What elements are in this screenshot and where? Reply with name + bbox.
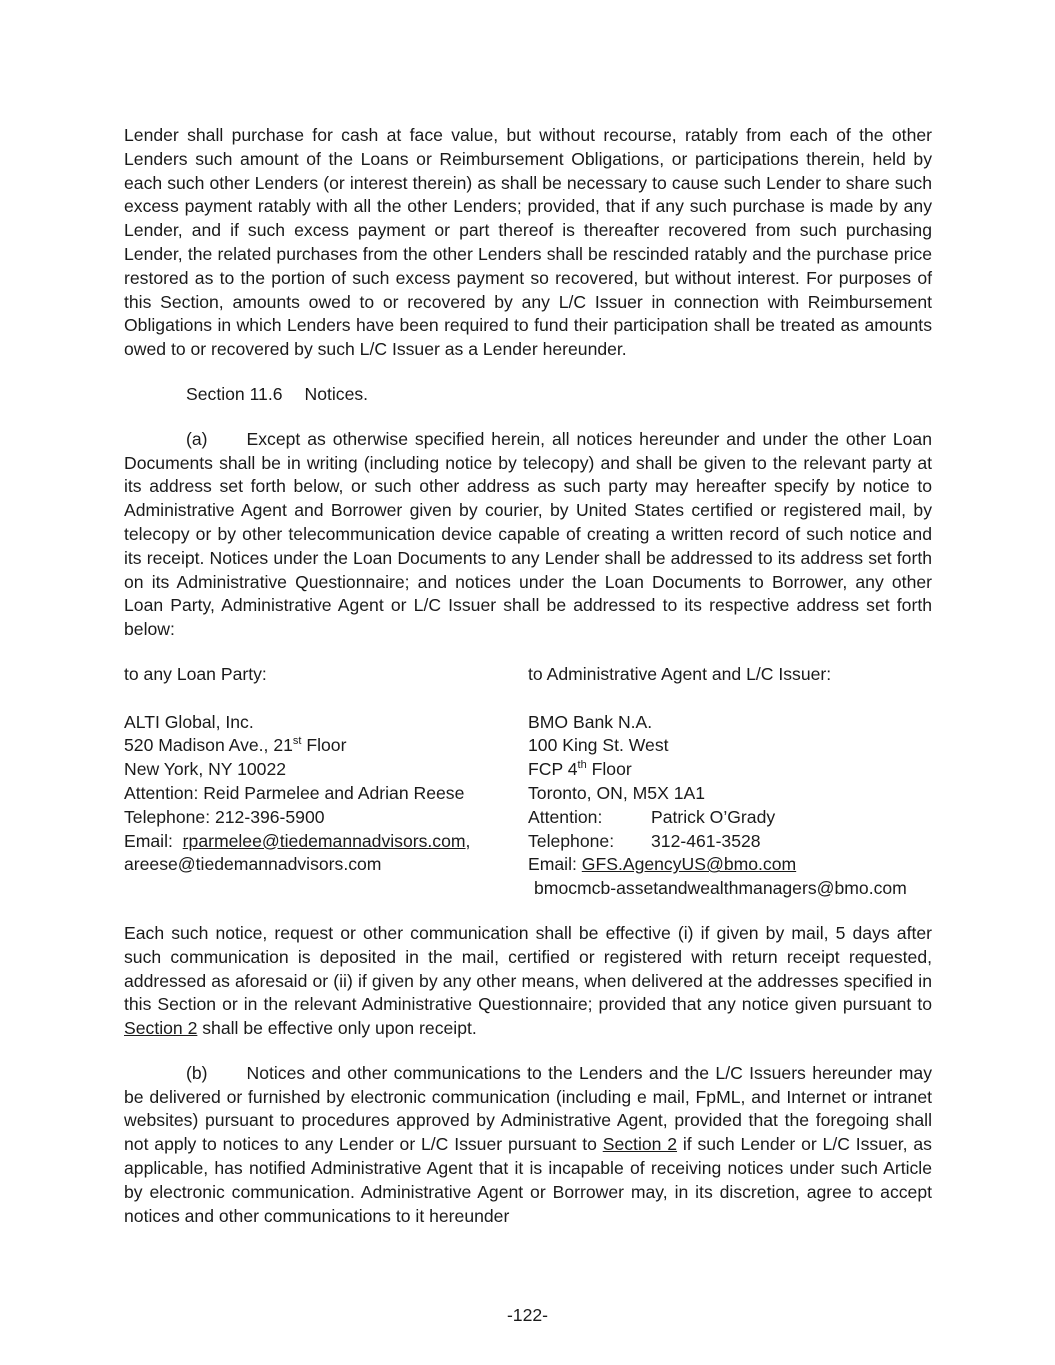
admin-agent-attention-value: Patrick O’Grady (651, 806, 776, 827)
address-block (124, 663, 932, 901)
loan-party-street-text: 520 Madison Ave., 21 (124, 735, 293, 756)
paragraph-b-text: Notices and other communications to the Lenders and the L/C Issuers hereunder may be delivered or furnished by electronic communication (including e mail, FpML, and Internet or intranet websites) pursuant to procedures approved by Administrative Agent, provided that the foregoing shall not apply to notices to any Lender or L/C Issuer pursuant to (124, 1062, 932, 1155)
paragraph-a-text: Except as otherwise specified herein, all notices hereunder and under the other Loan Documents shall be in writing (including notice by telecopy) and shall be given to the relevant party at its address set forth below, or such other address as such party may hereafter specify by notice to Administrative Agent and Borrower given by courier, by United States certified or registered mail, by telecopy or by other telecommunication device capable of creating a written record of such notice and its receipt. Notices under the Loan Documents to any Lender shall be addressed to its address set forth on its Administrative Questionnaire; and notices under the Loan Documents to Borrower, any other Loan Party, Administrative Agent or L/C Issuer shall be addressed to its respective address set forth below: (124, 428, 932, 640)
paragraph-effective-text: Each such notice, request or other communication shall be effective (i) if given by mail, 5 days after such communication is deposited in the mail, certified or registered with return receipt requested, addressed as aforesaid or (ii) if given by any other means, when delivered at the addresses specified in this Section or in the relevant Administrative Questionnaire; provided that any notice given pursuant to (124, 922, 932, 1015)
admin-agent-email-2: bmocmcb-assetandwealthmanagers@bmo.com (534, 878, 907, 899)
admin-agent-floor-text: FCP 4 (528, 759, 578, 780)
paragraph-b-label: (b) (186, 1062, 208, 1083)
paragraph-b (124, 1062, 932, 1229)
paragraph-a-label: (a) (186, 428, 208, 449)
loan-party-street-floor: Floor (301, 735, 347, 756)
loan-party-email-line (124, 830, 528, 854)
paragraph-effective-tail: shall be effective only upon receipt. (197, 1018, 477, 1039)
admin-agent-telephone-value: 312-461-3528 (651, 830, 761, 851)
loan-party-name: ALTI Global, Inc. (124, 711, 254, 732)
admin-agent-email-label: Email: (528, 854, 582, 875)
admin-agent-floor (528, 758, 932, 782)
loan-party-email-2: areese@tiedemannadvisors.com (124, 854, 382, 875)
loan-party-telephone: Telephone: 212-396-5900 (124, 806, 325, 827)
loan-party-street-sup: st (292, 735, 302, 748)
loan-party-attention: Attention: Reid Parmelee and Adrian Reese (124, 782, 465, 803)
admin-agent-telephone-label: Telephone: (528, 830, 615, 851)
loan-party-street (124, 734, 528, 758)
section-2-reference: Section 2 (124, 1018, 198, 1039)
admin-agent-floor-label: Floor (586, 759, 632, 780)
loan-party-address (124, 663, 528, 901)
admin-agent-email-line (528, 853, 932, 877)
loan-party-email-comma: , (465, 830, 471, 851)
paragraph-lender-purchase: Lender shall purchase for cash at face value, but without recourse, ratably from each of the other Lenders such amount of the Loans or Reimbursement Obligations, or participations therein, held by each such other Lenders (or interest therein) as shall be necessary to cause such Lender to share such excess payment ratably with all the other Lenders; provided, that if any such purchase is made by any Lender, and if such excess payment or part thereof is thereafter recovered from such purchasing Lender, the related purchases from the other Lenders shall be rescinded ratably and the purchase price restored as to the portion of such excess payment so recovered, but without interest. For purposes of this Section, amounts owed to or recovered by any L/C Issuer in connection with Reimbursement Obligations in which Lenders have been required to fund their participation shall be treated as amounts owed to or recovered by such L/C Issuer as a Lender hereunder. (124, 125, 932, 360)
admin-agent-telephone (528, 830, 932, 854)
section-number: Section 11.6 (186, 383, 283, 404)
loan-party-email-link-1[interactable]: rparmelee@tiedemannadvisors.com (182, 830, 466, 851)
admin-agent-name: BMO Bank N.A. (528, 711, 653, 732)
admin-agent-heading: to Administrative Agent and L/C Issuer: (528, 663, 832, 684)
section-2-reference-b: Section 2 (602, 1134, 678, 1155)
page-number: -122- (506, 1305, 549, 1325)
section-heading (124, 383, 932, 407)
document-page (124, 124, 932, 1228)
paragraph-a (124, 428, 932, 642)
section-title: Notices. (304, 383, 369, 404)
admin-agent-floor-sup: th (577, 759, 587, 772)
admin-agent-attention (528, 806, 932, 830)
loan-party-heading: to any Loan Party: (124, 663, 267, 684)
admin-agent-street: 100 King St. West (528, 735, 669, 756)
paragraph-effective (124, 922, 932, 1041)
loan-party-city: New York, NY 10022 (124, 759, 287, 780)
loan-party-email-label: Email: (124, 830, 183, 851)
admin-agent-attention-label: Attention: (528, 806, 603, 827)
admin-agent-city: Toronto, ON, M5X 1A1 (528, 782, 705, 803)
admin-agent-email-link-1[interactable]: GFS.AgencyUS@bmo.com (581, 854, 797, 875)
paragraph-b-tail: if such Lender or L/C Issuer, as applicable, has notified Administrative Agent that it is incapable of receiving notices under such Article by electronic communication. Administrative Agent or Borrower may, in its discretion, agree to accept notices and other communications to it hereunder (124, 1134, 932, 1226)
admin-agent-address (528, 663, 932, 901)
